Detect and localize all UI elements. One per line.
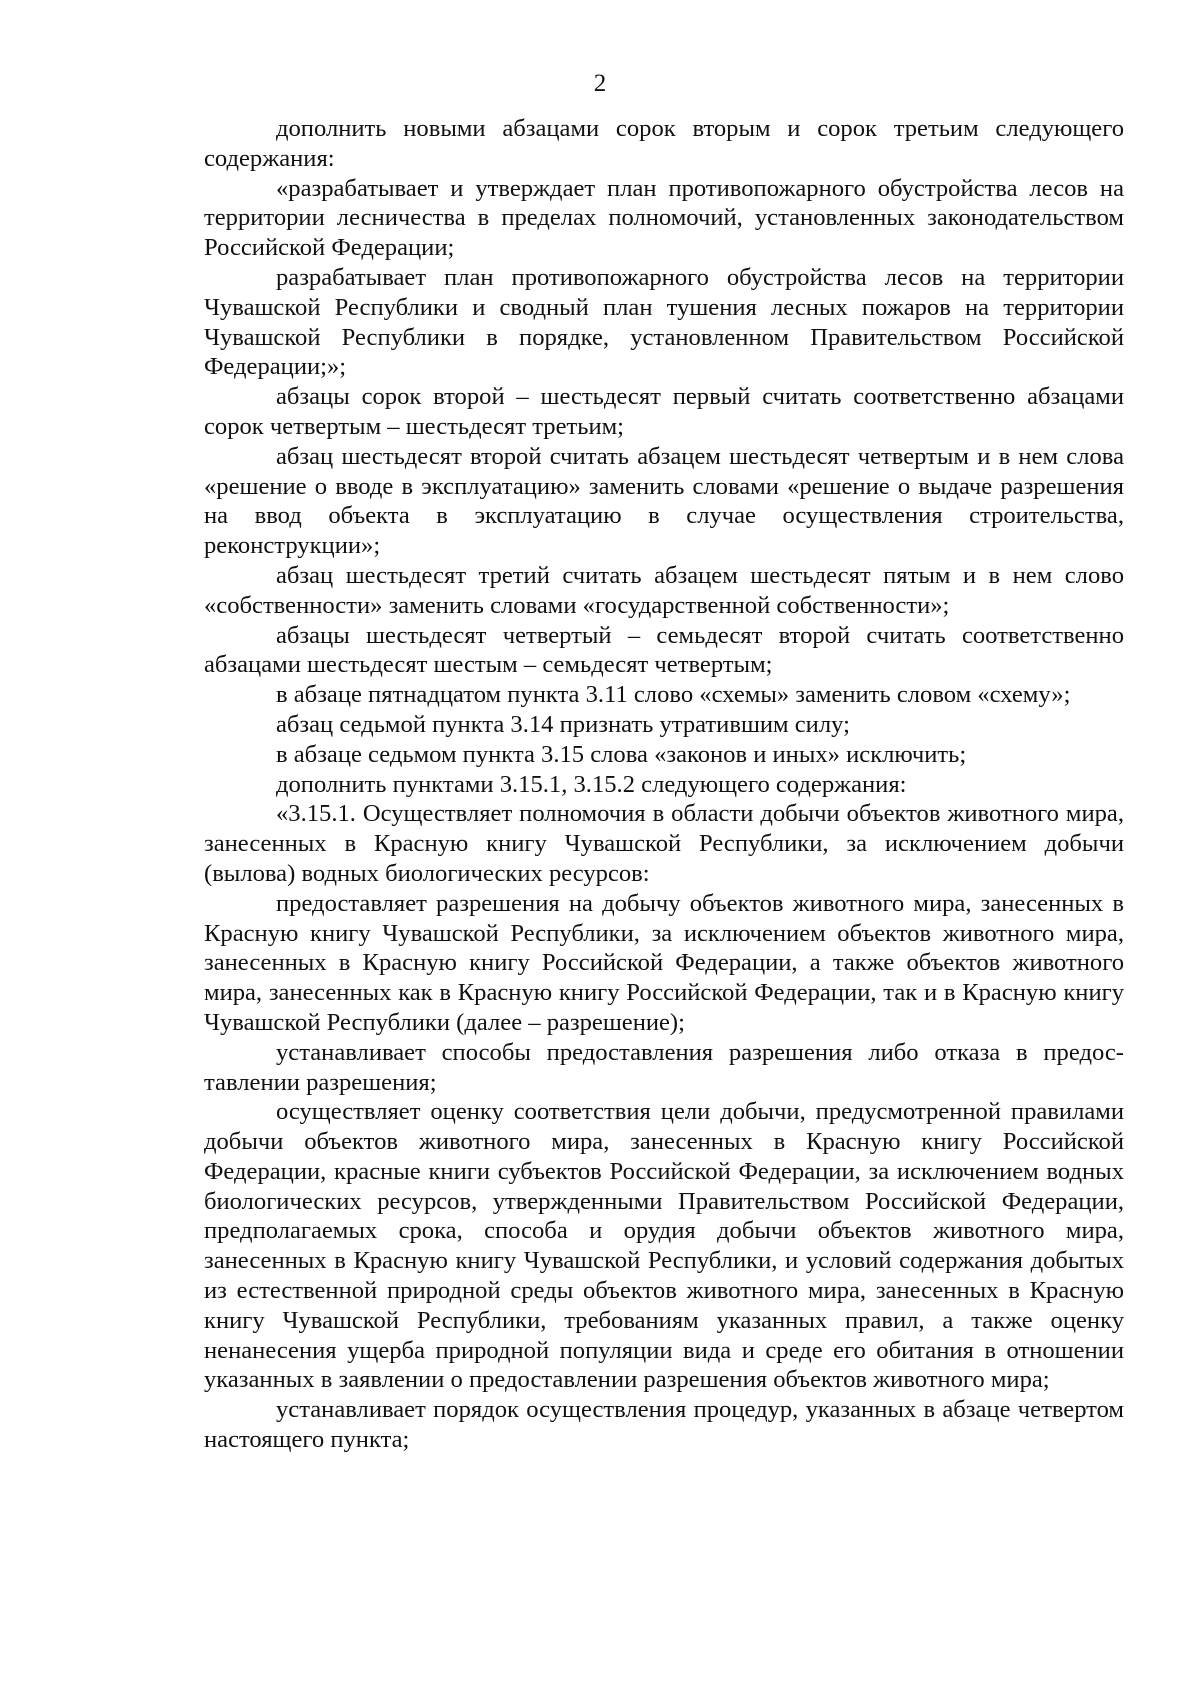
paragraph: осуществляет оценку соответствия цели добычи, предусмотренной правилами добычи объектов животного мира, занесенных в Красную книгу Российской Федерации, красные книги субъектов Российской Федерации, за исключением водных биологических ресурсов, утвержденными Правительством Российской Федерации, предполагаемых срока, способа и орудия добычи объектов животного мира, занесенных в Красную книгу Чувашской Республики, и условий содержания добытых из естественной природной среды объектов животного мира, занесенных в Красную книгу Чувашской Республики, требованиям указанных правил, а также оценку ненанесения ущерба природной популяции вида и среде его обитания в отношении указанных в заявлении о предоставлении разрешения объектов животного мира; [204, 1098, 1124, 1394]
paragraph: абзац шестьдесят второй считать абзацем шестьдесят четвертым и в нем слова «решение о вводе в эксплуатацию» заменить словами «решение о выдаче разрешения на ввод объекта в эксплуатацию в случае осуществления строительства, реконструкции»; [204, 442, 1124, 560]
paragraph: дополнить новыми абзацами сорок вторым и сорок третьим следующего содержания: [204, 115, 1124, 172]
page-number: 2 [593, 70, 607, 97]
paragraph: абзац шестьдесят третий считать абзацем шестьдесят пятым и в нем слово «собственности» заменить словами «государственной собственности»; [204, 561, 1124, 619]
paragraph: абзац седьмой пункта 3.14 признать утратившим силу; [276, 710, 850, 738]
paragraph: в абзаце седьмом пункта 3.15 слова «законов и иных» исключить; [276, 740, 967, 768]
paragraph: «3.15.1. Осуществляет полномочия в области добычи объектов животного мира, занесенных в Красную книгу Чувашской Республики, за исключением добычи (вылова) водных биологических ресурсов: [204, 800, 1124, 887]
paragraph: абзацы шестьдесят четвертый – семьдесят второй считать соответственно абзацами шестьдесят шестым – семьдесят четвертым; [204, 621, 1124, 679]
paragraph: абзацы сорок второй – шестьдесят первый считать соответственно абзацами сорок четвертым – шестьдесят третьим; [204, 383, 1124, 440]
paragraph: устанавливает порядок осуществления процедур, указанных в абзаце четвертом настоящего пункта; [204, 1396, 1124, 1454]
paragraph: разрабатывает план противопожарного обустройства лесов на территории Чувашской Республики и сводный план тушения лесных пожаров на территории Чувашской Республики в порядке, установленном Правительством Российской Федерации;»; [204, 263, 1124, 381]
paragraph: предоставляет разрешения на добычу объектов животного мира, занесенных в Красную книгу Чувашской Республики, за исключением объектов животного мира, занесенных в Красную книгу Российской Федерации, а также объектов животного мира, занесенных как в Красную книгу Российской Федерации, так и в Красную книгу Чувашской Республики (далее – разрешение); [204, 889, 1124, 1036]
paragraph: дополнить пунктами 3.15.1, 3.15.2 следующего содержания: [276, 770, 907, 798]
paragraph: устанавливает способы предоставления разрешения либо отказа в предоставлении разрешения; [204, 1038, 1124, 1096]
paragraph: в абзаце пятнадцатом пункта 3.11 слово «схемы» заменить словом «схему»; [276, 681, 1071, 709]
paragraph: «разрабатывает и утверждает план противопожарного обустройства лесов на территории лесничества в пределах полномочий, установленных законодательством Российской Федерации; [204, 174, 1124, 262]
document-body [204, 114, 1124, 1455]
